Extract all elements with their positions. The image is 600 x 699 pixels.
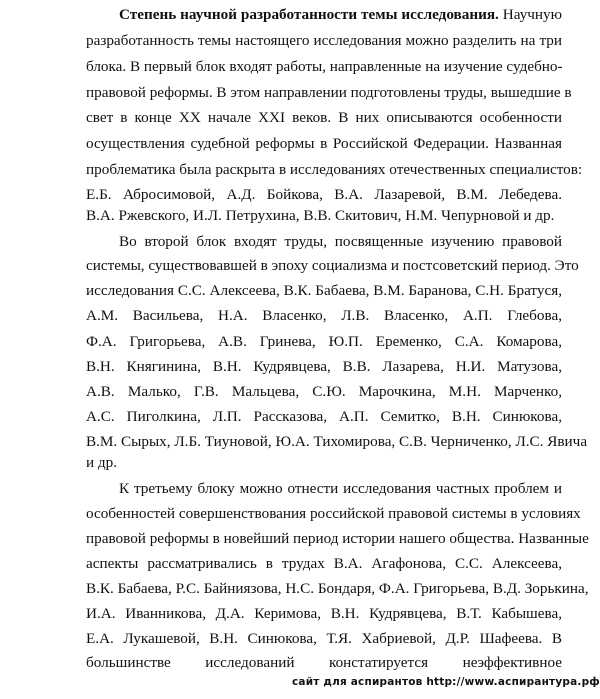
text-line: и др. [86,454,118,471]
text-line: исследования С.С. Алексеева, В.К. Бабаева, В.М. Баранова, С.Н. Братуся, [86,282,562,299]
text-line: правовой реформы в новейший период истории нашего общества. Названные [86,530,589,547]
line-text: Научную [498,6,562,23]
text-line: системы, существовавшей в эпоху социализма и постсоветский период. Это [86,257,579,274]
text-line: свет в конце XX начале XXI веков. В них описываются особенности [86,109,562,126]
text-line: В.М. Сырых, Л.Б. Тиуновой, Ю.А. Тихомирова, С.В. Черниченко, Л.С. Явича [86,433,588,450]
text-line: В.Н. Княгинина, В.Н. Кудрявцева, В.В. Лазарева, Н.И. Матузова, [86,358,562,375]
text-line: К третьему блоку можно отнести исследования частных проблем и [119,480,562,497]
text-line: Е.А. Лукашевой, В.Н. Синюкова, Т.Я. Хабриевой, Д.Р. Шафеева. В [86,630,562,647]
text-line: большинстве исследований констатируется неэффективное [86,654,562,671]
text-line: Е.Б. Абросимовой, А.Д. Бойкова, В.А. Лазаревой, В.М. Лебедева. [86,186,562,203]
text-line: В.К. Бабаева, Р.С. Байниязова, Н.С. Бондаря, Ф.А. Григорьева, В.Д. Зорькина, [86,580,589,597]
text-line: А.М. Васильева, Н.А. Власенко, Л.В. Власенко, А.П. Глебова, [86,307,562,324]
text-line: блока. В первый блок входят работы, направленные на изучение судебно- [86,58,563,75]
text-line: Во второй блок входят труды, посвященные изучению правовой [119,233,562,250]
section-heading: Степень научной разработанности темы исследования. [119,6,499,23]
text-line: И.А. Иванникова, Д.А. Керимова, В.Н. Кудрявцева, В.Т. Кабышева, [86,605,562,622]
text-line [119,5,562,25]
text-line: разработанность темы настоящего исследования можно разделить на три [86,32,562,49]
site-footer-watermark: сайт для аспирантов http://www.аспирантура.рф [292,676,600,688]
text-line: В.А. Ржевского, И.Л. Петрухина, В.В. Скитович, Н.М. Чепурновой и др. [86,207,555,224]
text-line: А.В. Малько, Г.В. Мальцева, С.Ю. Марочкина, М.Н. Марченко, [86,383,562,400]
text-line: особенностей совершенствования российской правовой системы в условиях [86,505,581,522]
text-line: Ф.А. Григорьева, А.В. Гринева, Ю.П. Еременко, С.А. Комарова, [86,333,562,350]
text-line: аспекты рассматривались в трудах В.А. Агафонова, С.С. Алексеева, [86,555,562,572]
text-line: осуществления судебной реформы в Российской Федерации. Названная [86,135,562,152]
text-line: А.С. Пиголкина, Л.П. Рассказова, А.П. Семитко, В.Н. Синюкова, [86,408,562,425]
text-line: проблематика была раскрыта в исследованиях отечественных специалистов: [86,161,583,178]
text-line: правовой реформы. В этом направлении подготовлены труды, вышедшие в [86,84,572,101]
